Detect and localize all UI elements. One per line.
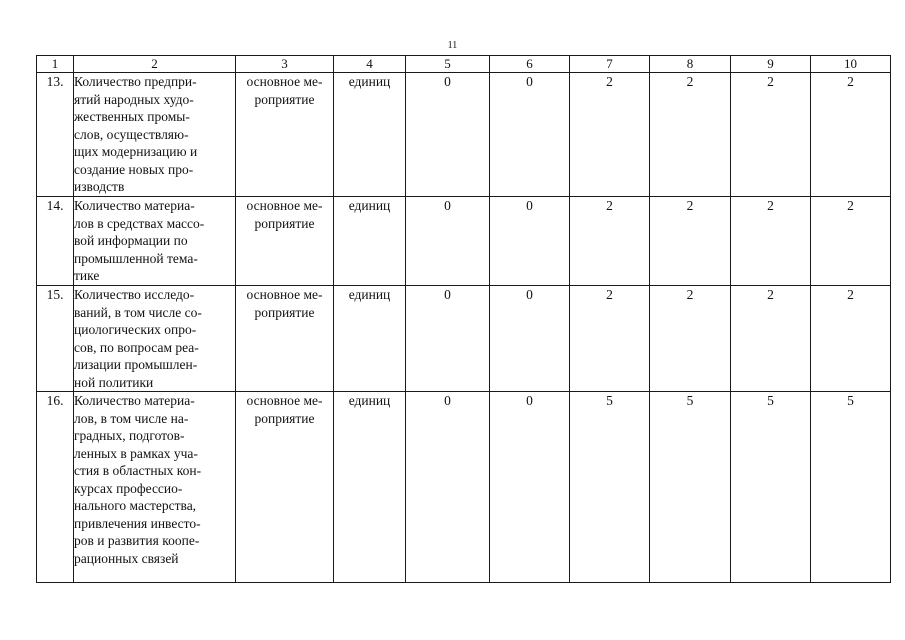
value-cell: 0 bbox=[406, 286, 490, 392]
indicator-type: основное ме- роприятие bbox=[236, 286, 334, 392]
value-cell: 2 bbox=[650, 286, 731, 392]
unit-cell: единиц bbox=[334, 197, 406, 286]
indicator-type: основное ме- роприятие bbox=[236, 197, 334, 286]
value-cell: 0 bbox=[406, 73, 490, 197]
indicator-name: Количество материа- лов, в том числе на- градных, подготов- ленных в рамках уча- стия в областных кон- курсах профессио- нального мастерства, привлечения инвесто- ров и развития коопе- рационных связей bbox=[74, 392, 236, 583]
value-cell: 2 bbox=[731, 197, 811, 286]
value-cell: 0 bbox=[490, 286, 570, 392]
value-cell: 2 bbox=[650, 73, 731, 197]
header-cell-2: 2 bbox=[74, 56, 236, 73]
header-row bbox=[37, 56, 891, 73]
value-cell: 5 bbox=[811, 392, 891, 583]
value-cell: 2 bbox=[731, 286, 811, 392]
value-cell: 2 bbox=[731, 73, 811, 197]
value-cell: 5 bbox=[650, 392, 731, 583]
row-number: 14. bbox=[37, 197, 74, 286]
indicator-type: основное ме- роприятие bbox=[236, 392, 334, 583]
header-cell-10: 10 bbox=[811, 56, 891, 73]
unit-cell: единиц bbox=[334, 392, 406, 583]
value-cell: 2 bbox=[811, 197, 891, 286]
value-cell: 2 bbox=[650, 197, 731, 286]
indicator-name: Количество материа- лов в средствах массо- вой информации по промышленной тема- тике bbox=[74, 197, 236, 286]
unit-cell: единиц bbox=[334, 73, 406, 197]
table-row bbox=[37, 392, 891, 583]
value-cell: 5 bbox=[731, 392, 811, 583]
header-cell-3: 3 bbox=[236, 56, 334, 73]
indicator-name: Количество предпри- ятий народных худо- жественных промы- слов, осуществляю- щих модернизацию и создание новых про- изводств bbox=[74, 73, 236, 197]
row-number: 13. bbox=[37, 73, 74, 197]
value-cell: 5 bbox=[570, 392, 650, 583]
value-cell: 0 bbox=[490, 197, 570, 286]
header-cell-7: 7 bbox=[570, 56, 650, 73]
header-cell-9: 9 bbox=[731, 56, 811, 73]
table-row bbox=[37, 286, 891, 392]
table-row bbox=[37, 73, 891, 197]
value-cell: 0 bbox=[406, 392, 490, 583]
value-cell: 0 bbox=[490, 73, 570, 197]
page-number: 11 bbox=[447, 40, 458, 51]
header-cell-8: 8 bbox=[650, 56, 731, 73]
value-cell: 2 bbox=[811, 286, 891, 392]
value-cell: 2 bbox=[570, 197, 650, 286]
value-cell: 0 bbox=[490, 392, 570, 583]
value-cell: 2 bbox=[570, 286, 650, 392]
value-cell: 2 bbox=[811, 73, 891, 197]
header-cell-5: 5 bbox=[406, 56, 490, 73]
header-cell-4: 4 bbox=[334, 56, 406, 73]
indicator-type: основное ме- роприятие bbox=[236, 73, 334, 197]
header-cell-6: 6 bbox=[490, 56, 570, 73]
row-number: 16. bbox=[37, 392, 74, 583]
table-row bbox=[37, 197, 891, 286]
value-cell: 2 bbox=[570, 73, 650, 197]
indicators-table bbox=[36, 55, 891, 583]
row-number: 15. bbox=[37, 286, 74, 392]
indicator-name: Количество исследо- ваний, в том числе со- циологических опро- сов, по вопросам реа- лизации промышлен- ной политики bbox=[74, 286, 236, 392]
value-cell: 0 bbox=[406, 197, 490, 286]
header-cell-1: 1 bbox=[37, 56, 74, 73]
unit-cell: единиц bbox=[334, 286, 406, 392]
